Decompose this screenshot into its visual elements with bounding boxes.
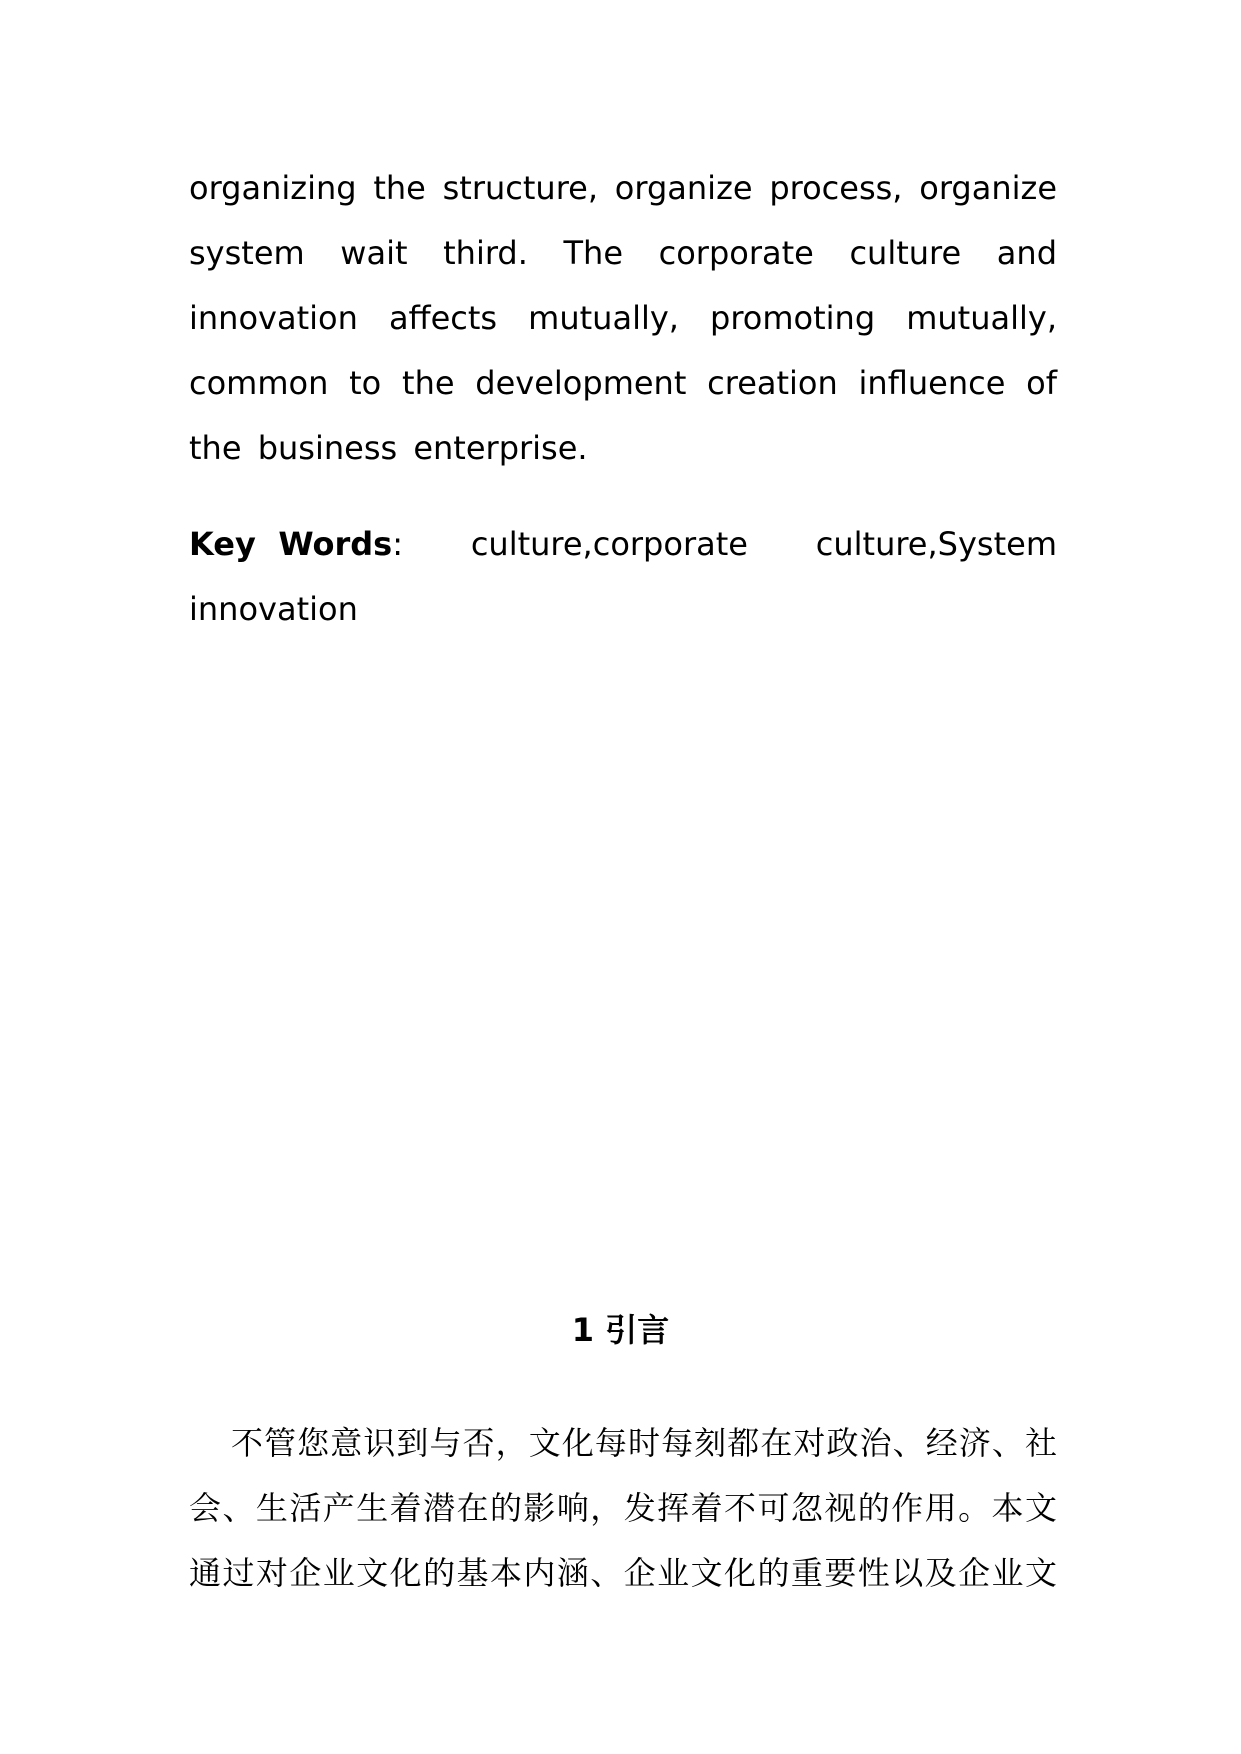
- abstract-line: common to the development creation influence of: [189, 364, 1057, 402]
- abstract-line: system wait third. The corporate culture and: [189, 234, 1057, 272]
- abstract-line: the business enterprise.: [189, 429, 588, 467]
- abstract-line: innovation affects mutually, promoting mutually,: [189, 299, 1057, 337]
- keywords-term-2: culture,System: [815, 525, 1057, 563]
- keywords-line: [189, 512, 1057, 577]
- abstract-line: organizing the structure, organize process, organize: [189, 169, 1057, 207]
- keywords-label-words: Words: [278, 525, 393, 563]
- intro-line: 通过对企业文化的基本内涵、企业文化的重要性以及企业文: [189, 1554, 1057, 1592]
- keywords-label-key: Key: [189, 525, 256, 563]
- intro-line: 不管您意识到与否，文化每时每刻都在对政治、经济、社: [231, 1424, 1057, 1462]
- keywords-label-words-wrap: [278, 512, 403, 577]
- keywords-separator: :: [392, 525, 403, 563]
- section-heading: 1 引言: [571, 1311, 670, 1349]
- keywords-paragraph: [189, 512, 1057, 642]
- abstract-paragraph: [189, 156, 1057, 481]
- intro-paragraph: [189, 1411, 1057, 1606]
- intro-line: 会、生活产生着潜在的影响，发挥着不可忽视的作用。本文: [189, 1489, 1057, 1527]
- keywords-line-2: innovation: [189, 590, 358, 628]
- keywords-term-1: culture,corporate: [470, 525, 748, 563]
- keywords-label-wrap: [189, 512, 403, 577]
